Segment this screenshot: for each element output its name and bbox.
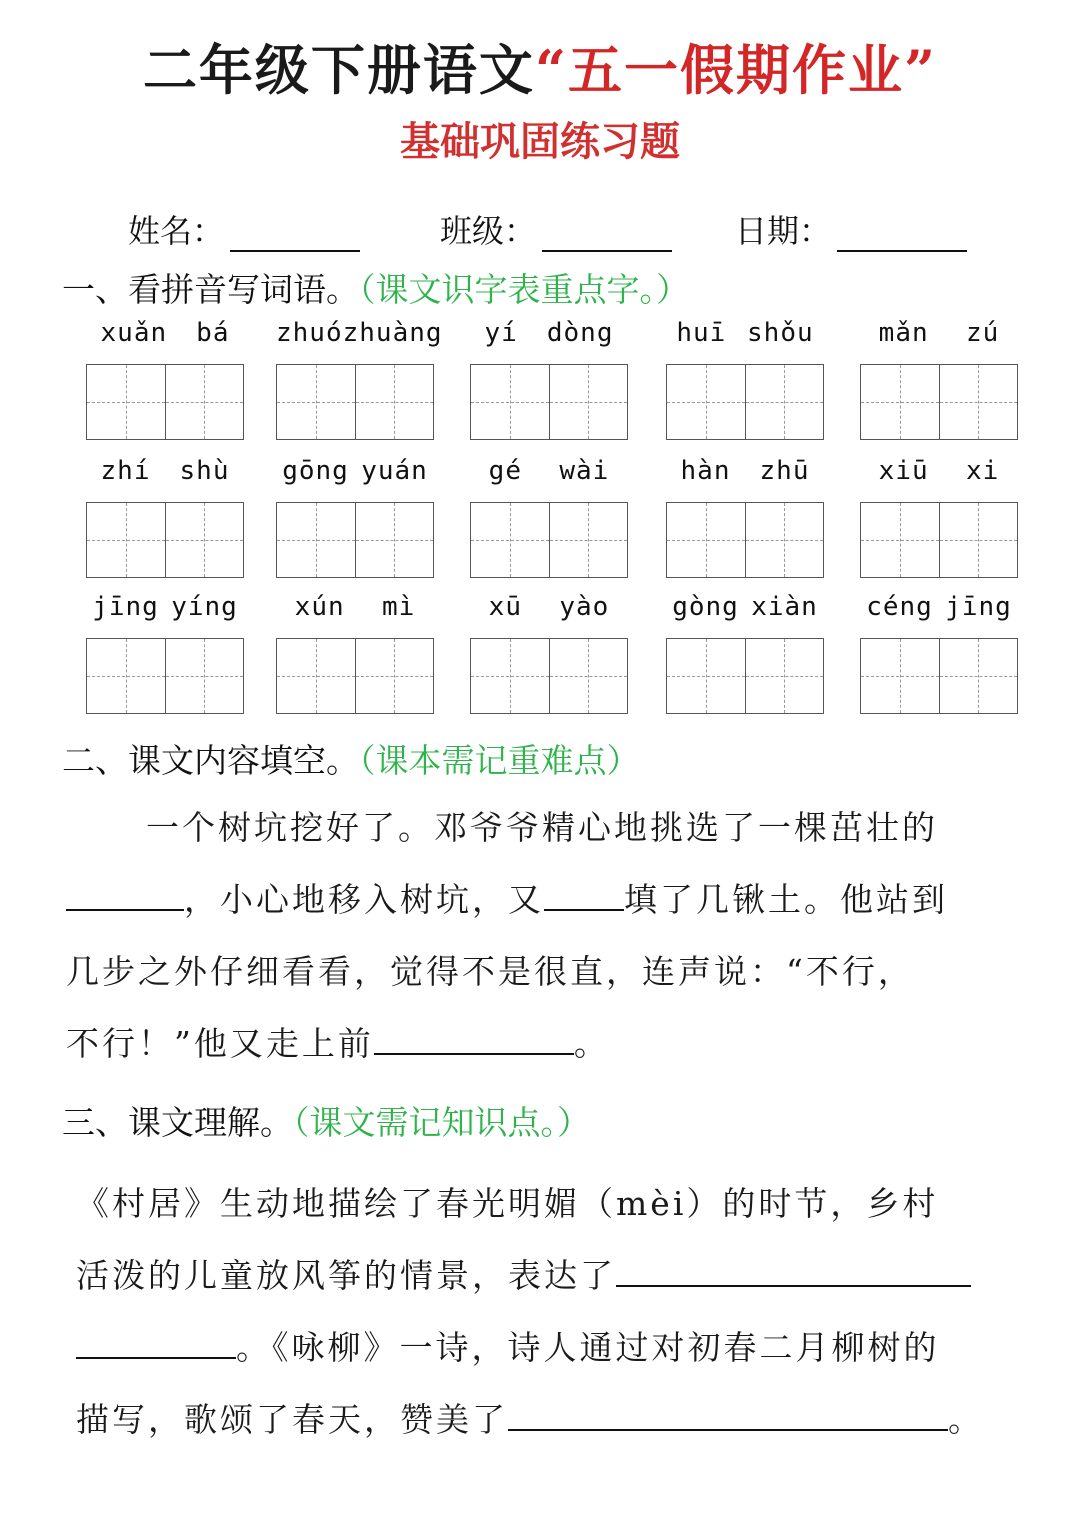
character-box[interactable]	[87, 503, 165, 577]
s2-line3: 几步之外仔细看看，觉得不是很直，连声说：“不行，	[66, 952, 914, 991]
s3-line2	[76, 1240, 1026, 1312]
section1-title: 一、看拼音写词语。	[62, 270, 359, 309]
s3-line4b: 。	[948, 1400, 984, 1439]
worksheet-title	[0, 28, 1080, 105]
writing-grid	[666, 502, 824, 578]
student-info-row	[0, 206, 1080, 256]
writing-grid	[86, 364, 244, 440]
class-field[interactable]	[440, 206, 672, 252]
character-box[interactable]	[165, 503, 244, 577]
writing-grid	[86, 638, 244, 714]
character-box[interactable]	[165, 639, 244, 713]
pinyin-label	[276, 592, 434, 632]
pinyin-syllable: zhū	[759, 456, 810, 486]
character-box[interactable]	[87, 365, 165, 439]
pinyin-syllable: yào	[559, 592, 610, 622]
character-box[interactable]	[861, 639, 939, 713]
character-box[interactable]	[745, 639, 824, 713]
writing-grid	[276, 502, 434, 578]
s3-blank2[interactable]	[76, 1321, 236, 1359]
pinyin-label	[470, 592, 628, 632]
writing-grid	[276, 364, 434, 440]
pinyin-label	[86, 318, 244, 358]
writing-grid	[666, 638, 824, 714]
character-box[interactable]	[745, 365, 824, 439]
section2-note: （课本需记重难点）	[359, 741, 640, 780]
pinyin-syllable: xuǎn	[100, 318, 168, 348]
pinyin-syllable: xún	[294, 592, 345, 622]
worksheet-subtitle: 基础巩固练习题	[400, 118, 680, 165]
title-black-part: 二年级下册语文	[142, 38, 535, 102]
character-box[interactable]	[355, 503, 434, 577]
pinyin-label	[276, 456, 434, 496]
character-box[interactable]	[355, 365, 434, 439]
section3-title: 三、课文理解。	[62, 1103, 293, 1142]
section2-title: 二、课文内容填空。	[62, 741, 359, 780]
name-field[interactable]	[128, 206, 360, 252]
s3-line4a: 描写，歌颂了春天，赞美了	[76, 1400, 508, 1439]
s3-blank1[interactable]	[616, 1249, 971, 1287]
s2-line2b: 填了几锹土。他站到	[624, 880, 948, 919]
s2-blank2[interactable]	[544, 873, 624, 911]
writing-grid	[860, 364, 1018, 440]
character-box[interactable]	[861, 365, 939, 439]
pinyin-syllable: gòng	[672, 592, 739, 622]
pinyin-syllable: hàn	[680, 456, 731, 486]
writing-grid	[276, 638, 434, 714]
character-box[interactable]	[87, 639, 165, 713]
pinyin-syllable: zhí	[100, 456, 151, 486]
s3-line3	[76, 1312, 1026, 1384]
pinyin-label	[470, 456, 628, 496]
s2-line4b: 。	[573, 1024, 610, 1063]
character-box[interactable]	[939, 639, 1018, 713]
character-box[interactable]	[471, 365, 549, 439]
section3-paragraph	[76, 1168, 1026, 1456]
pinyin-syllable: xi	[966, 456, 1000, 486]
character-box[interactable]	[277, 503, 355, 577]
s3-line2-text: 活泼的儿童放风筝的情景，表达了	[76, 1256, 616, 1295]
s2-line2	[66, 864, 1016, 936]
character-box[interactable]	[165, 365, 244, 439]
character-box[interactable]	[549, 639, 628, 713]
pinyin-syllable: yí	[484, 318, 518, 348]
character-box[interactable]	[549, 365, 628, 439]
pinyin-syllable: shǒu	[747, 318, 814, 348]
pinyin-syllable: jīng	[945, 592, 1012, 622]
name-blank[interactable]	[230, 216, 360, 252]
writing-grid	[86, 502, 244, 578]
class-label: 班级：	[440, 212, 537, 250]
pinyin-syllable: shù	[179, 456, 230, 486]
title-red-part: “五一假期作业”	[534, 38, 938, 102]
pinyin-syllable: gé	[488, 456, 522, 486]
character-box[interactable]	[939, 503, 1018, 577]
character-box[interactable]	[861, 503, 939, 577]
pinyin-label	[666, 456, 824, 496]
pinyin-label	[666, 592, 824, 632]
pinyin-syllable: bá	[196, 318, 230, 348]
date-label: 日期：	[735, 212, 832, 250]
character-box[interactable]	[667, 365, 745, 439]
pinyin-label	[276, 318, 443, 358]
s2-line2a: ，小心地移入树坑，又	[184, 880, 544, 919]
section1-heading	[62, 264, 689, 311]
writing-grid	[860, 502, 1018, 578]
pinyin-syllable: mǎn	[878, 318, 929, 348]
character-box[interactable]	[277, 639, 355, 713]
writing-grid	[470, 364, 628, 440]
pinyin-label	[86, 592, 244, 632]
character-box[interactable]	[549, 503, 628, 577]
character-box[interactable]	[471, 503, 549, 577]
pinyin-syllable: gōng	[282, 456, 349, 486]
s3-blank3[interactable]	[508, 1393, 948, 1431]
date-field[interactable]	[735, 206, 967, 252]
name-label: 姓名：	[128, 212, 225, 250]
s3-line4	[76, 1384, 1026, 1456]
pinyin-label	[860, 592, 1018, 632]
pinyin-syllable: mì	[382, 592, 416, 622]
pinyin-label	[666, 318, 824, 358]
character-box[interactable]	[667, 503, 745, 577]
pinyin-label	[860, 456, 1018, 496]
pinyin-syllable: yuán	[361, 456, 428, 486]
character-box[interactable]	[355, 639, 434, 713]
s2-blank1[interactable]	[66, 873, 184, 911]
section3-note: （课文需记知识点。）	[293, 1103, 590, 1142]
character-box[interactable]	[745, 503, 824, 577]
pinyin-syllable: wài	[559, 456, 610, 486]
s2-line4a: 不行！”他又走上前	[66, 1024, 374, 1063]
pinyin-syllable: dòng	[546, 318, 614, 348]
pinyin-syllable: zú	[966, 318, 1000, 348]
section2-paragraph	[66, 792, 1016, 1080]
pinyin-syllable: yíng	[171, 592, 238, 622]
pinyin-label	[86, 456, 244, 496]
writing-grid	[470, 638, 628, 714]
class-blank[interactable]	[542, 216, 672, 252]
pinyin-syllable: xiū	[878, 456, 929, 486]
character-box[interactable]	[277, 365, 355, 439]
character-box[interactable]	[939, 365, 1018, 439]
s3-line3-text: 。《咏柳》一诗，诗人通过对初春二月柳树的	[236, 1328, 940, 1367]
pinyin-syllable: zhuó	[276, 318, 343, 348]
pinyin-syllable: huī	[676, 318, 727, 348]
s2-line1: 一个树坑挖好了。邓爷爷精心地挑选了一棵茁壮的	[146, 808, 938, 847]
s2-line4	[66, 1008, 1016, 1080]
pinyin-label	[470, 318, 628, 358]
character-box[interactable]	[667, 639, 745, 713]
character-box[interactable]	[471, 639, 549, 713]
pinyin-label	[860, 318, 1018, 358]
s3-line1: 《村居》生动地描绘了春光明媚（mèi）的时节，乡村	[76, 1184, 939, 1223]
s2-blank3[interactable]	[374, 1017, 574, 1055]
pinyin-syllable: xū	[488, 592, 522, 622]
section2-heading	[62, 735, 640, 782]
pinyin-syllable: zhuàng	[342, 318, 443, 348]
pinyin-syllable: céng	[866, 592, 933, 622]
writing-grid	[666, 364, 824, 440]
date-blank[interactable]	[837, 216, 967, 252]
writing-grid	[860, 638, 1018, 714]
pinyin-syllable: xiàn	[751, 592, 818, 622]
section3-heading	[62, 1097, 590, 1144]
section1-note: （课文识字表重点字。）	[359, 270, 689, 309]
pinyin-syllable: jīng	[92, 592, 159, 622]
writing-grid	[470, 502, 628, 578]
